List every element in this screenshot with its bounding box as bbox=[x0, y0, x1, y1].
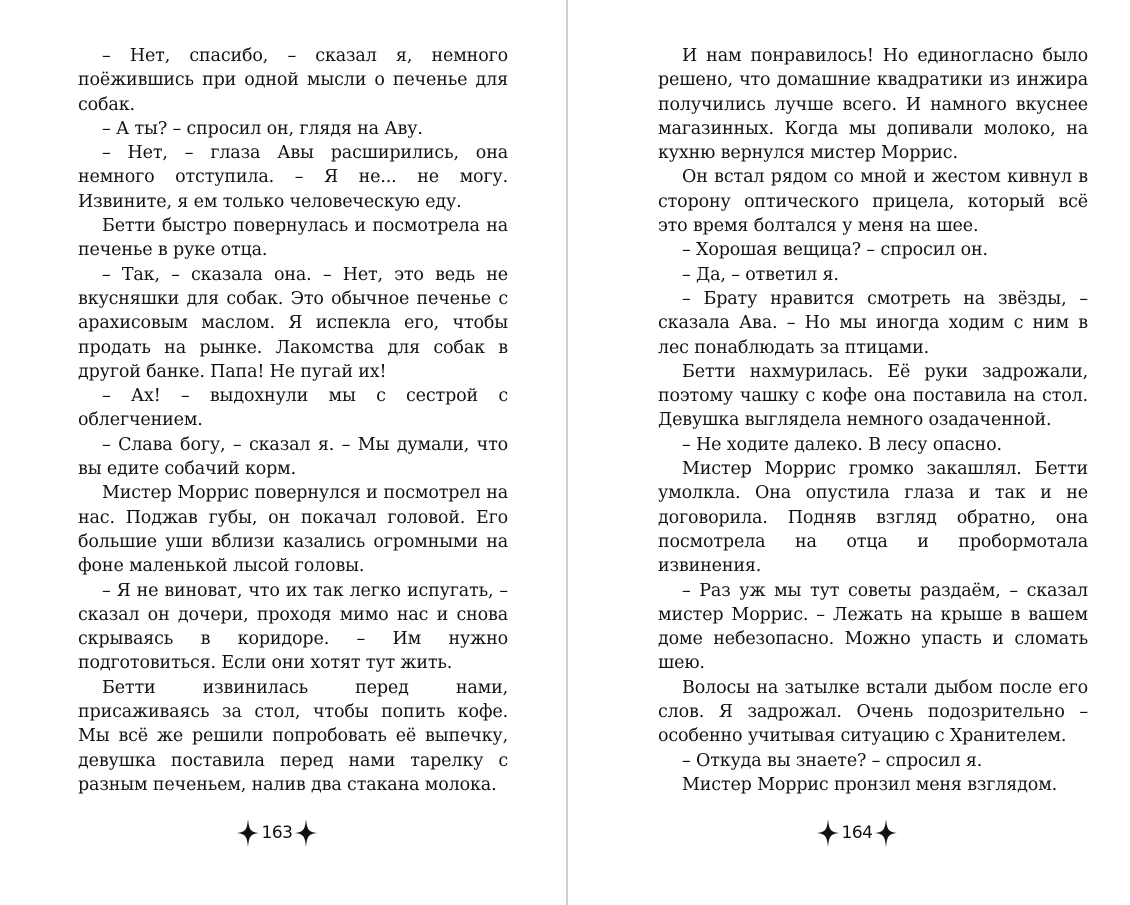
page-number: 163 bbox=[261, 823, 293, 843]
four-point-star-icon bbox=[817, 819, 839, 847]
paragraph: – Нет, спасибо, – сказал я, немного поёжившись при одной мысли о печенье для собак. bbox=[78, 46, 508, 115]
four-point-star-icon bbox=[875, 819, 897, 847]
paragraph: И нам понравилось! Но единогласно было решено, что домашние квадратики из инжира получились лучше всего. И намного вкуснее магазинных. Когда мы допивали молоко, на кухню вернулся мистер Моррис. bbox=[658, 46, 1088, 164]
page-number: 164 bbox=[841, 823, 873, 843]
paragraph: – Раз уж мы тут советы раздаём, – сказал мистер Моррис. – Лежать на крыше в вашем доме небезопасно. Можно упасть и сломать шею. bbox=[658, 580, 1088, 674]
paragraph: – Я не виноват, что их так легко испугать, – сказал он дочери, проходя мимо нас и снова скрываясь в коридоре. – Им нужно подготовиться. Если они хотят тут жить. bbox=[78, 580, 508, 674]
paragraph: – Не ходите далеко. В лесу опасно. bbox=[682, 434, 1002, 455]
paragraph: – Брату нравится смотреть на звёзды, – сказала Ава. – Но мы иногда ходим с ним в лес понаблюдать за птицами. bbox=[658, 288, 1088, 358]
paragraph: – Нет, – глаза Авы расширились, она немного отступила. – Я не... не могу. Извините, я ем только человеческую еду. bbox=[78, 143, 508, 212]
paragraph: – Ах! – выдохнули мы с сестрой с облегчением. bbox=[78, 386, 508, 431]
four-point-star-icon bbox=[295, 819, 317, 847]
paragraph: Мистер Моррис пронзил меня взглядом. bbox=[682, 774, 1058, 795]
four-point-star-icon bbox=[237, 819, 259, 847]
page-number-left bbox=[217, 817, 337, 849]
page-number-right bbox=[797, 817, 917, 849]
paragraph: Волосы на затылке встали дыбом после его слов. Я задрожал. Очень подозрительно – особенно учитывая ситуацию с Хранителем. bbox=[658, 677, 1088, 747]
page-gutter bbox=[566, 0, 568, 905]
paragraph: Он встал рядом со мной и жестом кивнул в сторону оптического прицела, который всё это время болтался у меня на шее. bbox=[658, 167, 1088, 237]
paragraph: Бетти извинилась перед нами, присаживаясь за стол, чтобы попить кофе. Мы всё же решили попробовать её выпечку, девушка поставила перед нами тарелку с разным печеньем, налив два стакана молока. bbox=[78, 677, 508, 795]
paragraph: Мистер Моррис громко закашлял. Бетти умолкла. Она опустила глаза и так и не договорила. Подняв взгляд обратно, она посмотрела на отца и пробормотала извинения. bbox=[658, 459, 1088, 577]
paragraph: – Хорошая вещица? – спросил он. bbox=[682, 240, 988, 261]
paragraph: Бетти нахмурилась. Её руки задрожали, поэтому чашку с кофе она поставила на стол. Девушка выглядела немного озадаченной. bbox=[658, 361, 1088, 431]
paragraph: – А ты? – спросил он, глядя на Аву. bbox=[102, 118, 423, 139]
paragraph: – Так, – сказала она. – Нет, это ведь не вкусняшки для собак. Это обычное печенье с арахисовым маслом. Я испекла его, чтобы продать на рынке. Лакомства для собак в другой банке. Папа! Не пугай их! bbox=[78, 264, 508, 382]
left-page bbox=[78, 44, 508, 797]
paragraph: Мистер Моррис повернулся и посмотрел на нас. Поджав губы, он покачал головой. Его большие уши вблизи казались огромными на фоне маленькой лысой головы. bbox=[78, 483, 508, 577]
paragraph: – Слава богу, – сказал я. – Мы думали, что вы едите собачий корм. bbox=[78, 434, 508, 480]
paragraph: – Да, – ответил я. bbox=[682, 264, 839, 285]
paragraph: – Откуда вы знаете? – спросил я. bbox=[682, 750, 983, 771]
right-page bbox=[658, 44, 1088, 797]
paragraph: Бетти быстро повернулась и посмотрела на печенье в руке отца. bbox=[78, 216, 508, 261]
